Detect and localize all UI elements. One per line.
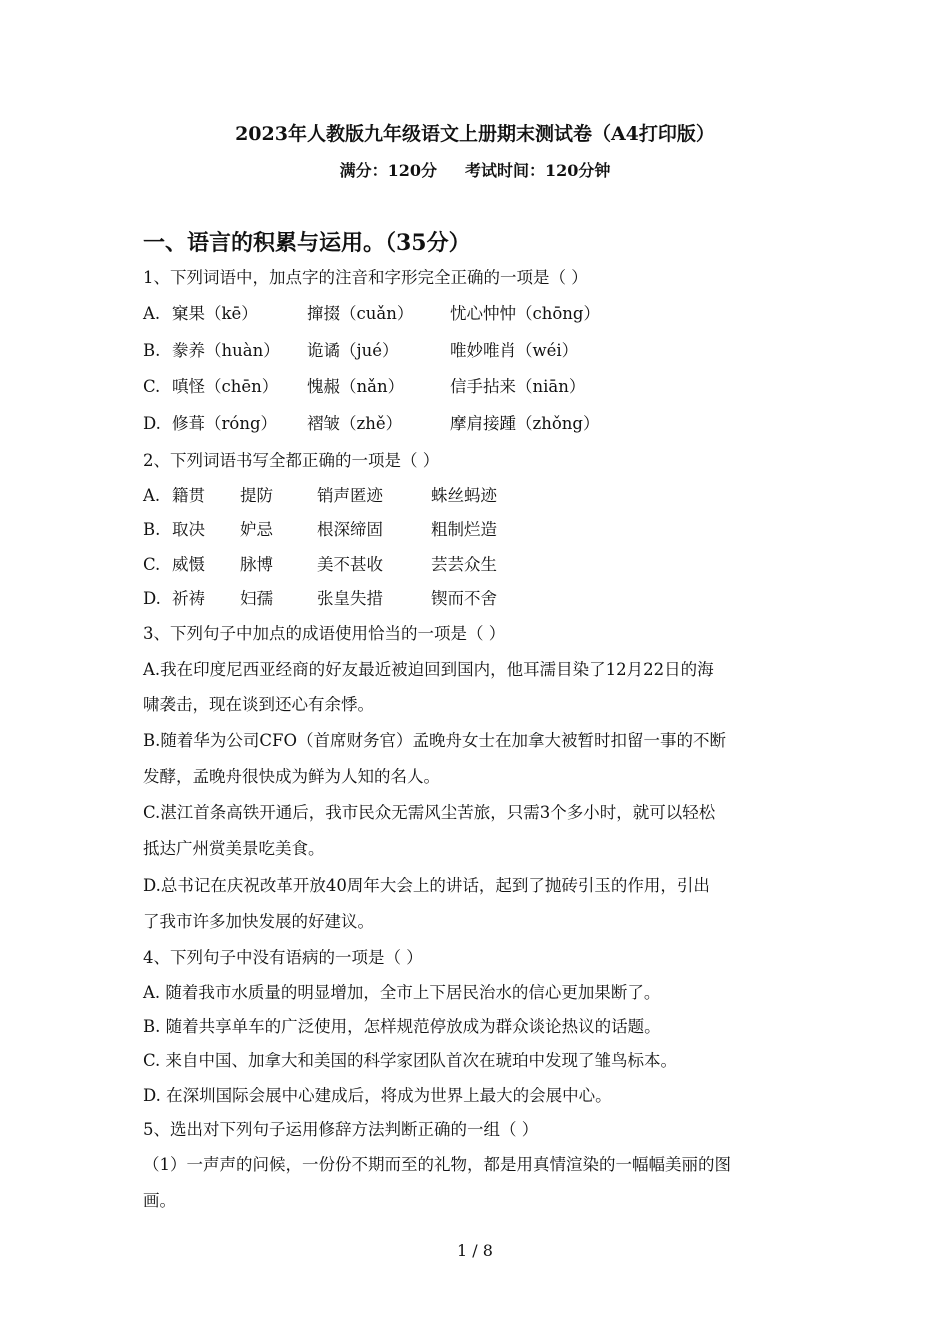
q1-option-c: C. 嗔怪（chēn） 愧赧（nǎn） 信手拈来（niān）: [143, 377, 586, 396]
q4-option-c: C. 来自中国、加拿大和美国的科学家团队首次在琥珀中发现了雏鸟标本。: [143, 1051, 678, 1070]
q3-option-d-line1: D.总书记在庆祝改革开放40周年大会上的讲话，起到了抛砖引玉的作用，引出: [143, 876, 710, 895]
section-heading: 一、语言的积累与运用。（35分）: [143, 230, 471, 256]
q2-option-a: A. 籍贯 提防 销声匿迹 蛛丝蚂迹: [143, 486, 497, 505]
exam-meta: [0, 158, 950, 181]
q2-option-b: B. 取决 妒忌 根深缔固 粗制烂造: [143, 520, 497, 539]
q4-option-a: A. 随着我市水质量的明显增加，全市上下居民治水的信心更加果断了。: [143, 983, 661, 1002]
q2-option-d: D. 祈祷 妇孺 张皇失措 锲而不舍: [143, 589, 497, 608]
q5-sentence-1-line1: （1）一声声的问候，一份份不期而至的礼物，都是用真情渲染的一幅幅美丽的图: [143, 1155, 731, 1174]
page-number: 1 / 8: [457, 1241, 493, 1260]
q1-option-b: B. 豢养（huàn） 诡谲（jué） 唯妙唯肖（wéi）: [143, 341, 579, 360]
q3-option-c-line1: C.湛江首条高铁开通后，我市民众无需风尘苦旅，只需3个多小时，就可以轻松: [143, 803, 716, 822]
q3-option-a-line2: 啸袭击，现在谈到还心有余悸。: [143, 695, 374, 714]
question-4-stem: 4、下列句子中没有语病的一项是（ ）: [143, 948, 423, 967]
q2-option-c: C. 威慑 脉博 美不甚收 芸芸众生: [143, 555, 497, 574]
q3-option-d-line2: 了我市许多加快发展的好建议。: [143, 912, 374, 931]
q4-option-b: B. 随着共享单车的广泛使用，怎样规范停放成为群众谈论热议的话题。: [143, 1017, 661, 1036]
q5-sentence-1-line2: 画。: [143, 1191, 176, 1210]
full-score: 满分：120分: [339, 161, 437, 180]
question-1-stem: 1、下列词语中，加点字的注音和字形完全正确的一项是（ ）: [143, 268, 588, 287]
q3-option-b-line2: 发酵，孟晚舟很快成为鲜为人知的名人。: [143, 767, 440, 786]
q1-option-a: A. 窠果（kē） 撺掇（cuǎn） 忧心忡忡（chōng）: [143, 304, 600, 323]
q4-option-d: D. 在深圳国际会展中心建成后，将成为世界上最大的会展中心。: [143, 1086, 612, 1105]
q3-option-a-line1: A.我在印度尼西亚经商的好友最近被迫回到国内，他耳濡目染了12月22日的海: [143, 660, 714, 679]
q3-option-b-line1: B.随着华为公司CFO（首席财务官）孟晚舟女士在加拿大被暂时扣留一事的不断: [143, 731, 726, 750]
question-5-stem: 5、选出对下列句子运用修辞方法判断正确的一组（ ）: [143, 1120, 539, 1139]
exam-time: 考试时间：120分钟: [465, 161, 611, 180]
q3-option-c-line2: 抵达广州赏美景吃美食。: [143, 839, 325, 858]
question-2-stem: 2、下列词语书写全都正确的一项是（ ）: [143, 451, 440, 470]
document-title: 2023年人教版九年级语文上册期末测试卷（A4打印版）: [235, 123, 715, 145]
q1-option-d: D. 修葺（róng） 褶皱（zhě） 摩肩接踵（zhǒng）: [143, 414, 600, 433]
question-3-stem: 3、下列句子中加点的成语使用恰当的一项是（ ）: [143, 624, 506, 643]
